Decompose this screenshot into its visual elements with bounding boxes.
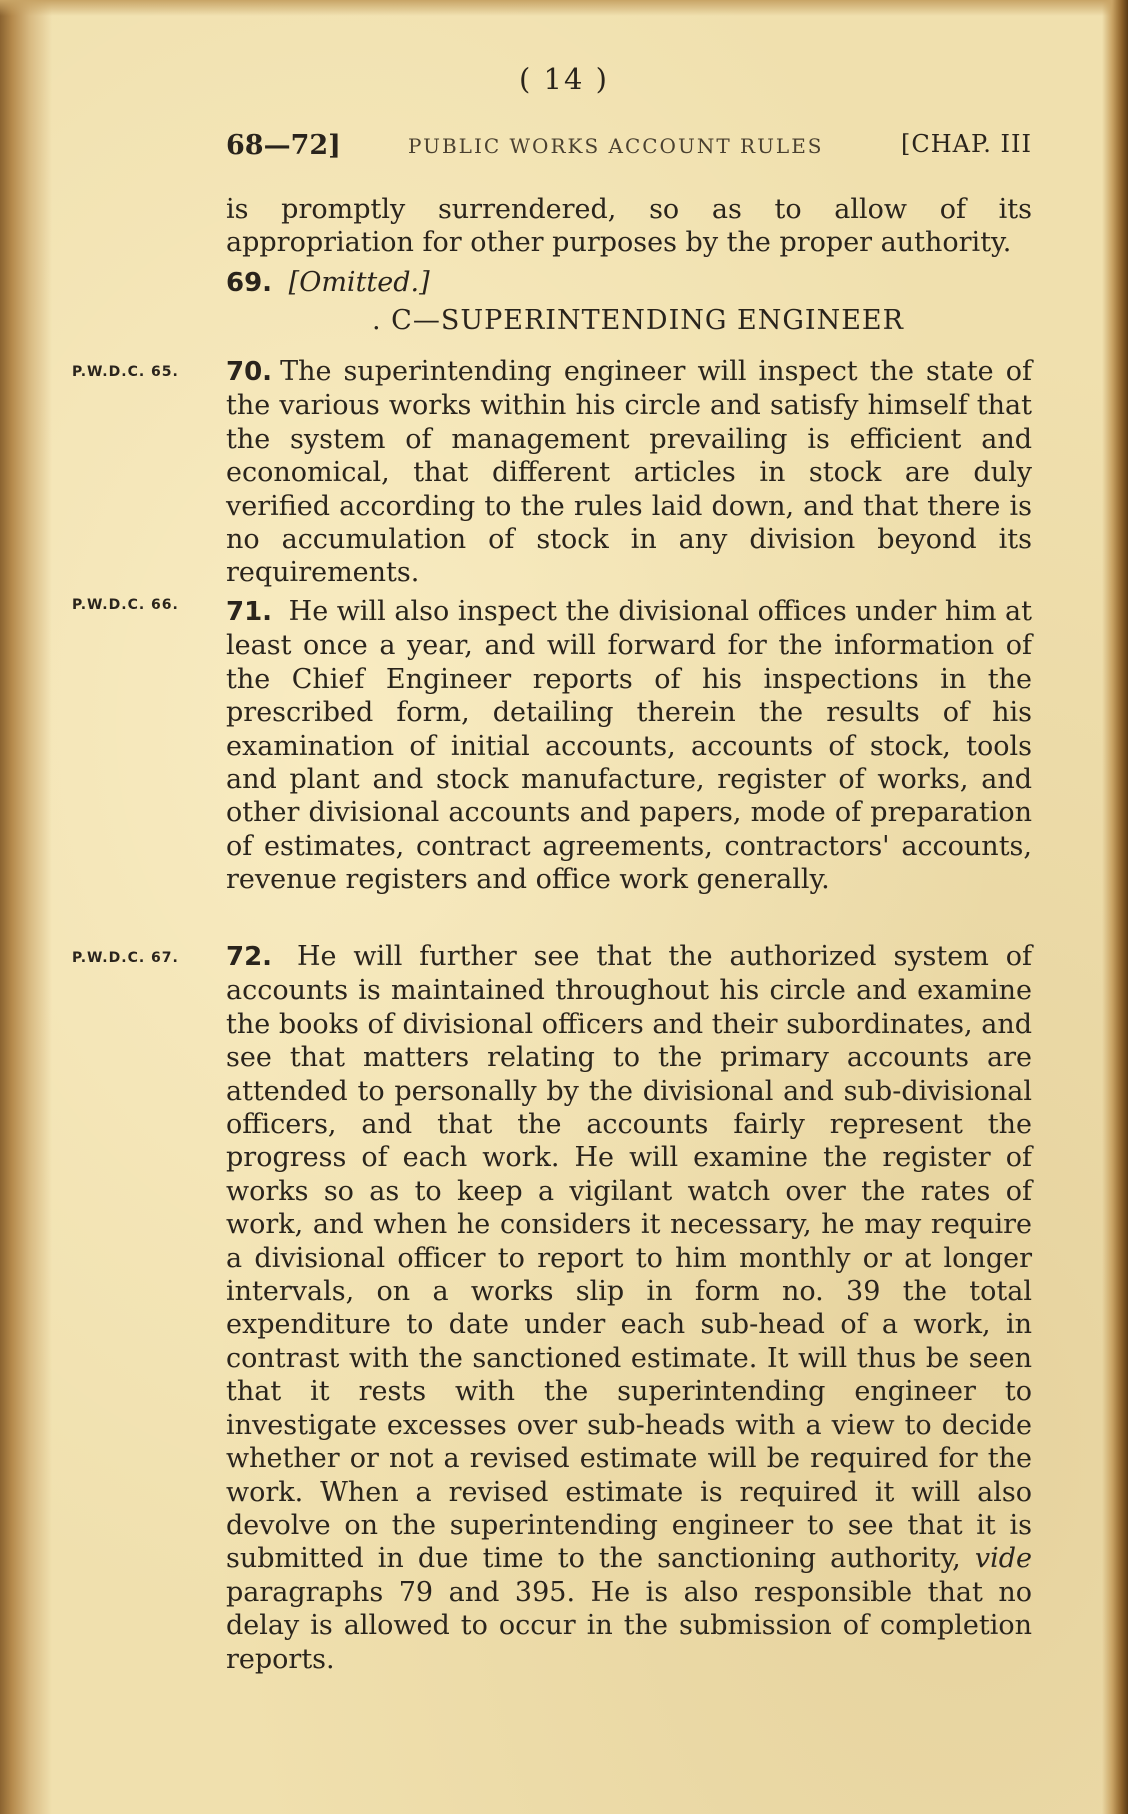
- paragraph-number: 69.: [226, 268, 273, 298]
- page-left-edge-shadow: [0, 0, 52, 1814]
- page-number: ( 14 ): [519, 62, 609, 96]
- paragraph-text-continued: paragraphs 79 and 395. He is also responsible that no delay is allowed to occur in the submission of completion reports.: [226, 1576, 1032, 1675]
- paragraph-72: [226, 940, 1032, 1676]
- margin-reference: P.W.D.C. 67.: [72, 950, 179, 966]
- book-title: PUBLIC WORKS ACCOUNT RULES: [408, 134, 824, 158]
- paragraph-number: 70.: [226, 357, 273, 387]
- paragraph-text: The superintending engineer will inspect the state of the various works within his circle and satisfy himself that the system of management prevailing is efficient and economical, that different articles in stock are duly verified according to the rules laid down, and that there is no accumulation of stock in any division beyond its requirements.: [226, 356, 1032, 589]
- paragraph-number: 72.: [226, 942, 273, 972]
- continued-paragraph: is promptly surrendered, so as to allow of its appropriation for other purposes by the proper authority.: [226, 194, 1032, 259]
- paragraph-70: [226, 355, 1032, 590]
- chapter-label: [CHAP. III: [901, 130, 1032, 158]
- running-head: [226, 130, 1036, 166]
- margin-reference: P.W.D.C. 66.: [72, 597, 179, 613]
- vide-word: vide: [974, 1543, 1032, 1575]
- paragraph-71: [226, 595, 1032, 897]
- section-heading: . C—SUPERINTENDING ENGINEER: [372, 305, 904, 336]
- paragraph-text: He will also inspect the divisional offices under him at least once a year, and will forward for the information of the Chief Engineer reports of his inspections in the prescribed form, detailing therein the results of his examination of initial accounts, accounts of stock, tools and plant and stock manufacture, register of works, and other divisional accounts and papers, mode of preparation of estimates, contract agreements, contractors' accounts, revenue registers and office work generally.: [226, 596, 1032, 896]
- section-range: 68—72]: [226, 130, 341, 161]
- paragraph-text: [Omitted.]: [288, 267, 430, 298]
- paragraph-number: 71.: [226, 597, 273, 627]
- page-top-edge-shadow: [0, 0, 1128, 16]
- margin-reference: P.W.D.C. 65.: [72, 364, 179, 380]
- paragraph-text: He will further see that the authorized system of accounts is maintained throughout his circle and examine the books of divisional officers and their subordinates, and see that matters relating to the primary accounts are attended to personally by the divisional and sub-divisional officers, and that the accounts fairly represent the progress of each work. He will examine the register of works so as to keep a vigilant watch over the rates of work, and when he considers it necessary, he may require a divisional officer to report to him monthly or at longer intervals, on a works slip in form no. 39 the total expenditure to date under each sub-head of a work, in contrast with the sanctioned estimate. It will thus be seen that it rests with the superintending engineer to investigate excesses over sub-heads with a view to decide whether or not a revised estimate will be required for the work. When a revised estimate is required it will also devolve on the superintending engineer to see that it is submitted in due time to the sanctioning authority,: [226, 941, 1032, 1575]
- paragraph-69: [226, 266, 1032, 300]
- page-right-edge-binding: [1102, 0, 1128, 1814]
